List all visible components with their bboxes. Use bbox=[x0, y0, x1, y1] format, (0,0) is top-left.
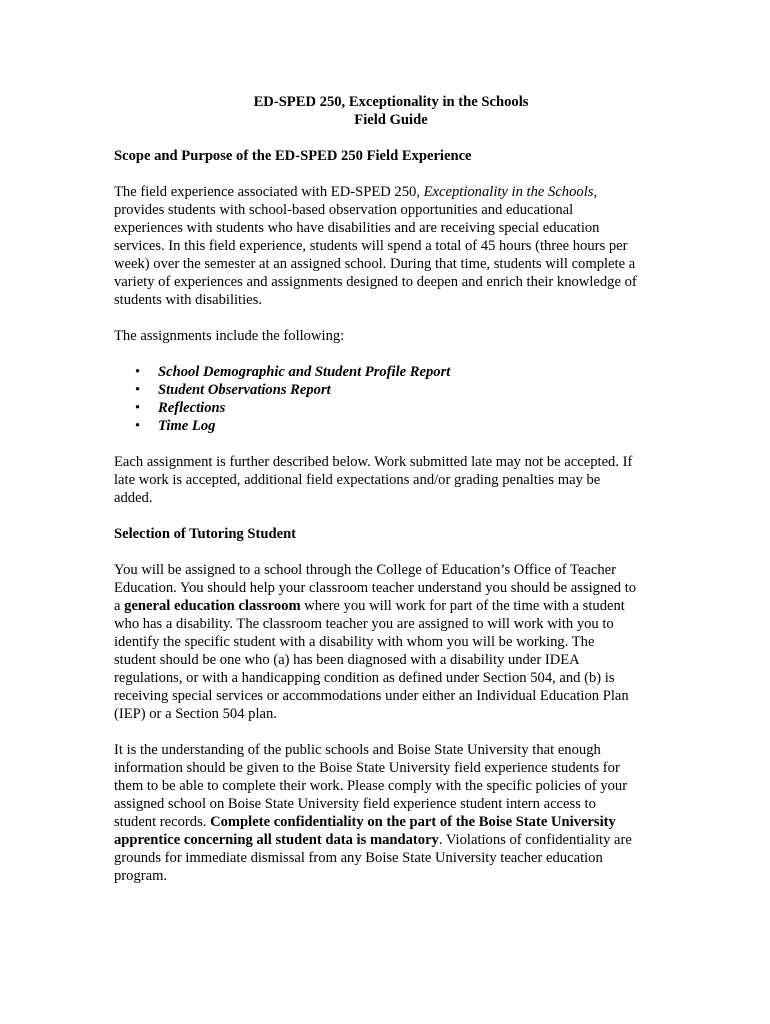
bullet-icon: • bbox=[135, 382, 141, 398]
bullet-icon: • bbox=[135, 364, 141, 380]
paragraph-assignments-intro: The assignments include the following: bbox=[114, 328, 345, 344]
text-line: experiences with students who have disabilities and are receiving special education bbox=[114, 220, 600, 236]
document-page bbox=[114, 93, 664, 885]
text-run: student records. bbox=[114, 814, 211, 830]
section-heading-tutoring: Selection of Tutoring Student bbox=[114, 526, 297, 542]
text-line: Each assignment is further described below. Work submitted late may not be accepted. If bbox=[114, 454, 633, 470]
text-run: a bbox=[114, 598, 125, 614]
text-line: program. bbox=[114, 868, 168, 884]
assignment-label: Time Log bbox=[158, 418, 216, 434]
list-item bbox=[114, 417, 664, 435]
text-line: week) over the semester at an assigned school. During that time, students will complete a bbox=[114, 256, 636, 272]
text-run: The field experience associated with ED-SPED 250, bbox=[114, 184, 424, 200]
paragraph-field-experience bbox=[114, 183, 664, 309]
section-heading-scope: Scope and Purpose of the ED-SPED 250 Field Experience bbox=[114, 148, 472, 164]
text-line: regulations, or with a handicapping condition as defined under Section 504, and (b) is bbox=[114, 670, 615, 686]
list-item bbox=[114, 381, 664, 399]
text-line: provides students with school-based observation opportunities and educational bbox=[114, 202, 574, 218]
text-line: Education. You should help your classroom teacher understand you should be assigned to bbox=[114, 580, 637, 596]
course-title-italic: Exceptionality in the Schools bbox=[423, 184, 594, 200]
text-line: assigned school on Boise State University field experience student intern access to bbox=[114, 796, 596, 812]
text-run: , bbox=[593, 184, 598, 200]
paragraph-confidentiality bbox=[114, 741, 664, 885]
title-line-1: ED-SPED 250, Exceptionality in the Schools bbox=[253, 94, 529, 110]
text-line: student should be one who (a) has been diagnosed with a disability under IDEA bbox=[114, 652, 580, 668]
title-line-2: Field Guide bbox=[354, 112, 428, 128]
general-education-classroom-bold: general education classroom bbox=[124, 598, 301, 614]
text-line: grounds for immediate dismissal from any Boise State University teacher education bbox=[114, 850, 603, 866]
text-line: receiving special services or accommodations under either an Individual Education Plan bbox=[114, 688, 629, 704]
text-line: added. bbox=[114, 490, 153, 506]
confidentiality-bold: apprentice concerning all student data is mandatory bbox=[114, 832, 439, 848]
assignments-list bbox=[114, 363, 664, 435]
text-line: information should be given to the Boise State University field experience students for bbox=[114, 760, 620, 776]
text-line: who has a disability. The classroom teacher you are assigned to will work with you to bbox=[114, 616, 614, 632]
text-line: variety of experiences and assignments designed to deepen and enrich their knowledge of bbox=[114, 274, 637, 290]
text-line: late work is accepted, additional field expectations and/or grading penalties may be bbox=[114, 472, 601, 488]
text-line: identify the specific student with a disability with whom you will be working. The bbox=[114, 634, 595, 650]
list-item bbox=[114, 363, 664, 381]
bullet-icon: • bbox=[135, 400, 141, 416]
text-run: . Violations of confidentiality are bbox=[438, 832, 632, 848]
text-line: (IEP) or a Section 504 plan. bbox=[114, 706, 277, 722]
assignment-label: Reflections bbox=[158, 400, 226, 416]
text-line: You will be assigned to a school through the College of Education’s Office of Teacher bbox=[114, 562, 616, 578]
document-title bbox=[118, 93, 664, 129]
text-run: where you will work for part of the time with a student bbox=[300, 598, 625, 614]
text-line: them to be able to complete their work. Please comply with the specific policies of your bbox=[114, 778, 628, 794]
text-line: services. In this field experience, students will spend a total of 45 hours (three hours per bbox=[114, 238, 628, 254]
text-line: It is the understanding of the public schools and Boise State University that enough bbox=[114, 742, 601, 758]
list-item bbox=[114, 399, 664, 417]
bullet-icon: • bbox=[135, 418, 141, 434]
assignment-label: School Demographic and Student Profile Report bbox=[158, 364, 451, 380]
paragraph-late-work bbox=[114, 453, 664, 507]
assignment-label: Student Observations Report bbox=[158, 382, 331, 398]
paragraph-school-assignment bbox=[114, 561, 664, 723]
text-line: students with disabilities. bbox=[114, 292, 262, 308]
confidentiality-bold: Complete confidentiality on the part of the Boise State University bbox=[210, 814, 616, 830]
